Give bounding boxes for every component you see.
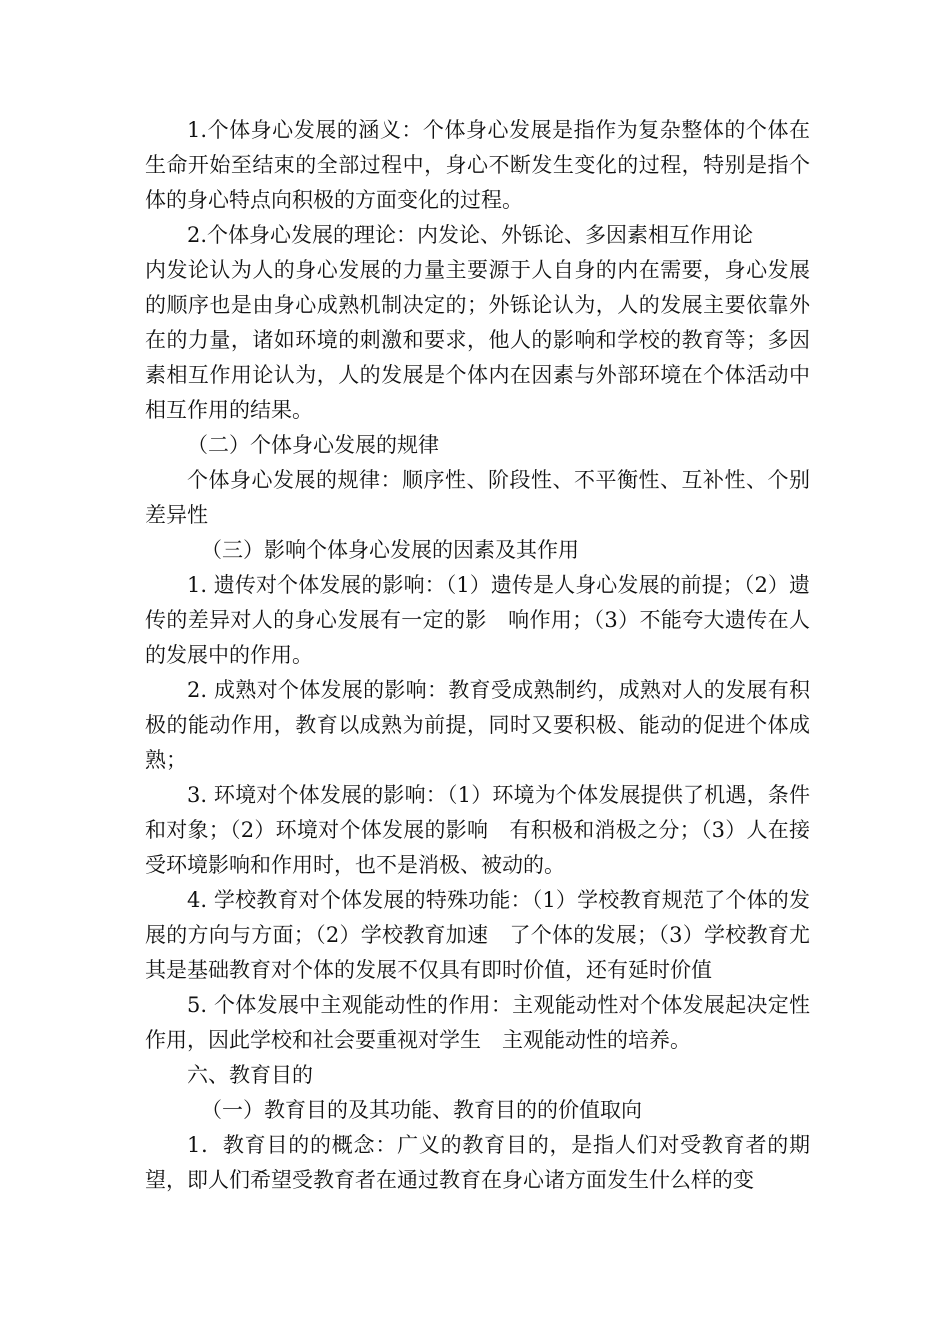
- paragraph-environment: 3. 环境对个体发展的影响：（1）环境为个体发展提供了机遇，条件和对象；（2）环境对个体发展的影响 有积极和消极之分；（3）人在接受环境影响和作用时，也不是消极、被动的。: [145, 783, 810, 877]
- paragraph-aims-concept: 1．教育目的的概念：广义的教育目的，是指人们对受教育者的期望，即人们希望受教育者在通过教育在身心诸方面发生什么样的变: [145, 1133, 810, 1192]
- paragraph-laws: 个体身心发展的规律：顺序性、阶段性、不平衡性、互补性、个别差异性: [145, 468, 810, 527]
- paragraph-heredity: 1. 遗传对个体发展的影响：（1）遗传是人身心发展的前提；（2）遗传的差异对人的身心发展有一定的影 响作用；（3）不能夸大遗传在人的发展中的作用。: [145, 573, 810, 667]
- paragraph-school-education: 4. 学校教育对个体发展的特殊功能：（1）学校教育规范了个体的发展的方向与方面；（2）学校教育加速 了个体的发展；（3）学校教育尤其是基础教育对个体的发展不仅具有即时价值，还有延时价值: [145, 888, 810, 982]
- section-heading-aims-functions: （一）教育目的及其功能、教育目的的价值取向: [201, 1098, 642, 1122]
- paragraph-maturity: 2. 成熟对个体发展的影响：教育受成熟制约，成熟对人的发展有积极的能动作用，教育以成熟为前提，同时又要积极、能动的促进个体成熟；: [145, 678, 810, 772]
- paragraph-development-meaning: 1.个体身心发展的涵义：个体身心发展是指作为复杂整体的个体在生命开始至结束的全部过程中，身心不断发生变化的过程，特别是指个体的身心特点向积极的方面变化的过程。: [145, 118, 810, 212]
- section-heading-factors: （三）影响个体身心发展的因素及其作用: [201, 538, 579, 562]
- paragraph-subjective-initiative: 5. 个体发展中主观能动性的作用：主观能动性对个体发展起决定性作用，因此学校和社会要重视对学生 主观能动性的培养。: [145, 993, 810, 1052]
- paragraph-theories-detail: 内发论认为人的身心发展的力量主要源于人自身的内在需要，身心发展的顺序也是由身心成熟机制决定的；外铄论认为，人的发展主要依靠外在的力量，诸如环境的刺激和要求，他人的影响和学校的教育等；多因素相互作用论认为，人的发展是个体内在因素与外部环境在个体活动中相互作用的结果。: [145, 258, 810, 422]
- chapter-heading-education-aims: 六、教育目的: [187, 1063, 313, 1087]
- document-body: [145, 113, 810, 1198]
- section-heading-laws: （二）个体身心发展的规律: [187, 433, 439, 457]
- paragraph-development-theories: 2.个体身心发展的理论：内发论、外铄论、多因素相互作用论: [187, 223, 754, 247]
